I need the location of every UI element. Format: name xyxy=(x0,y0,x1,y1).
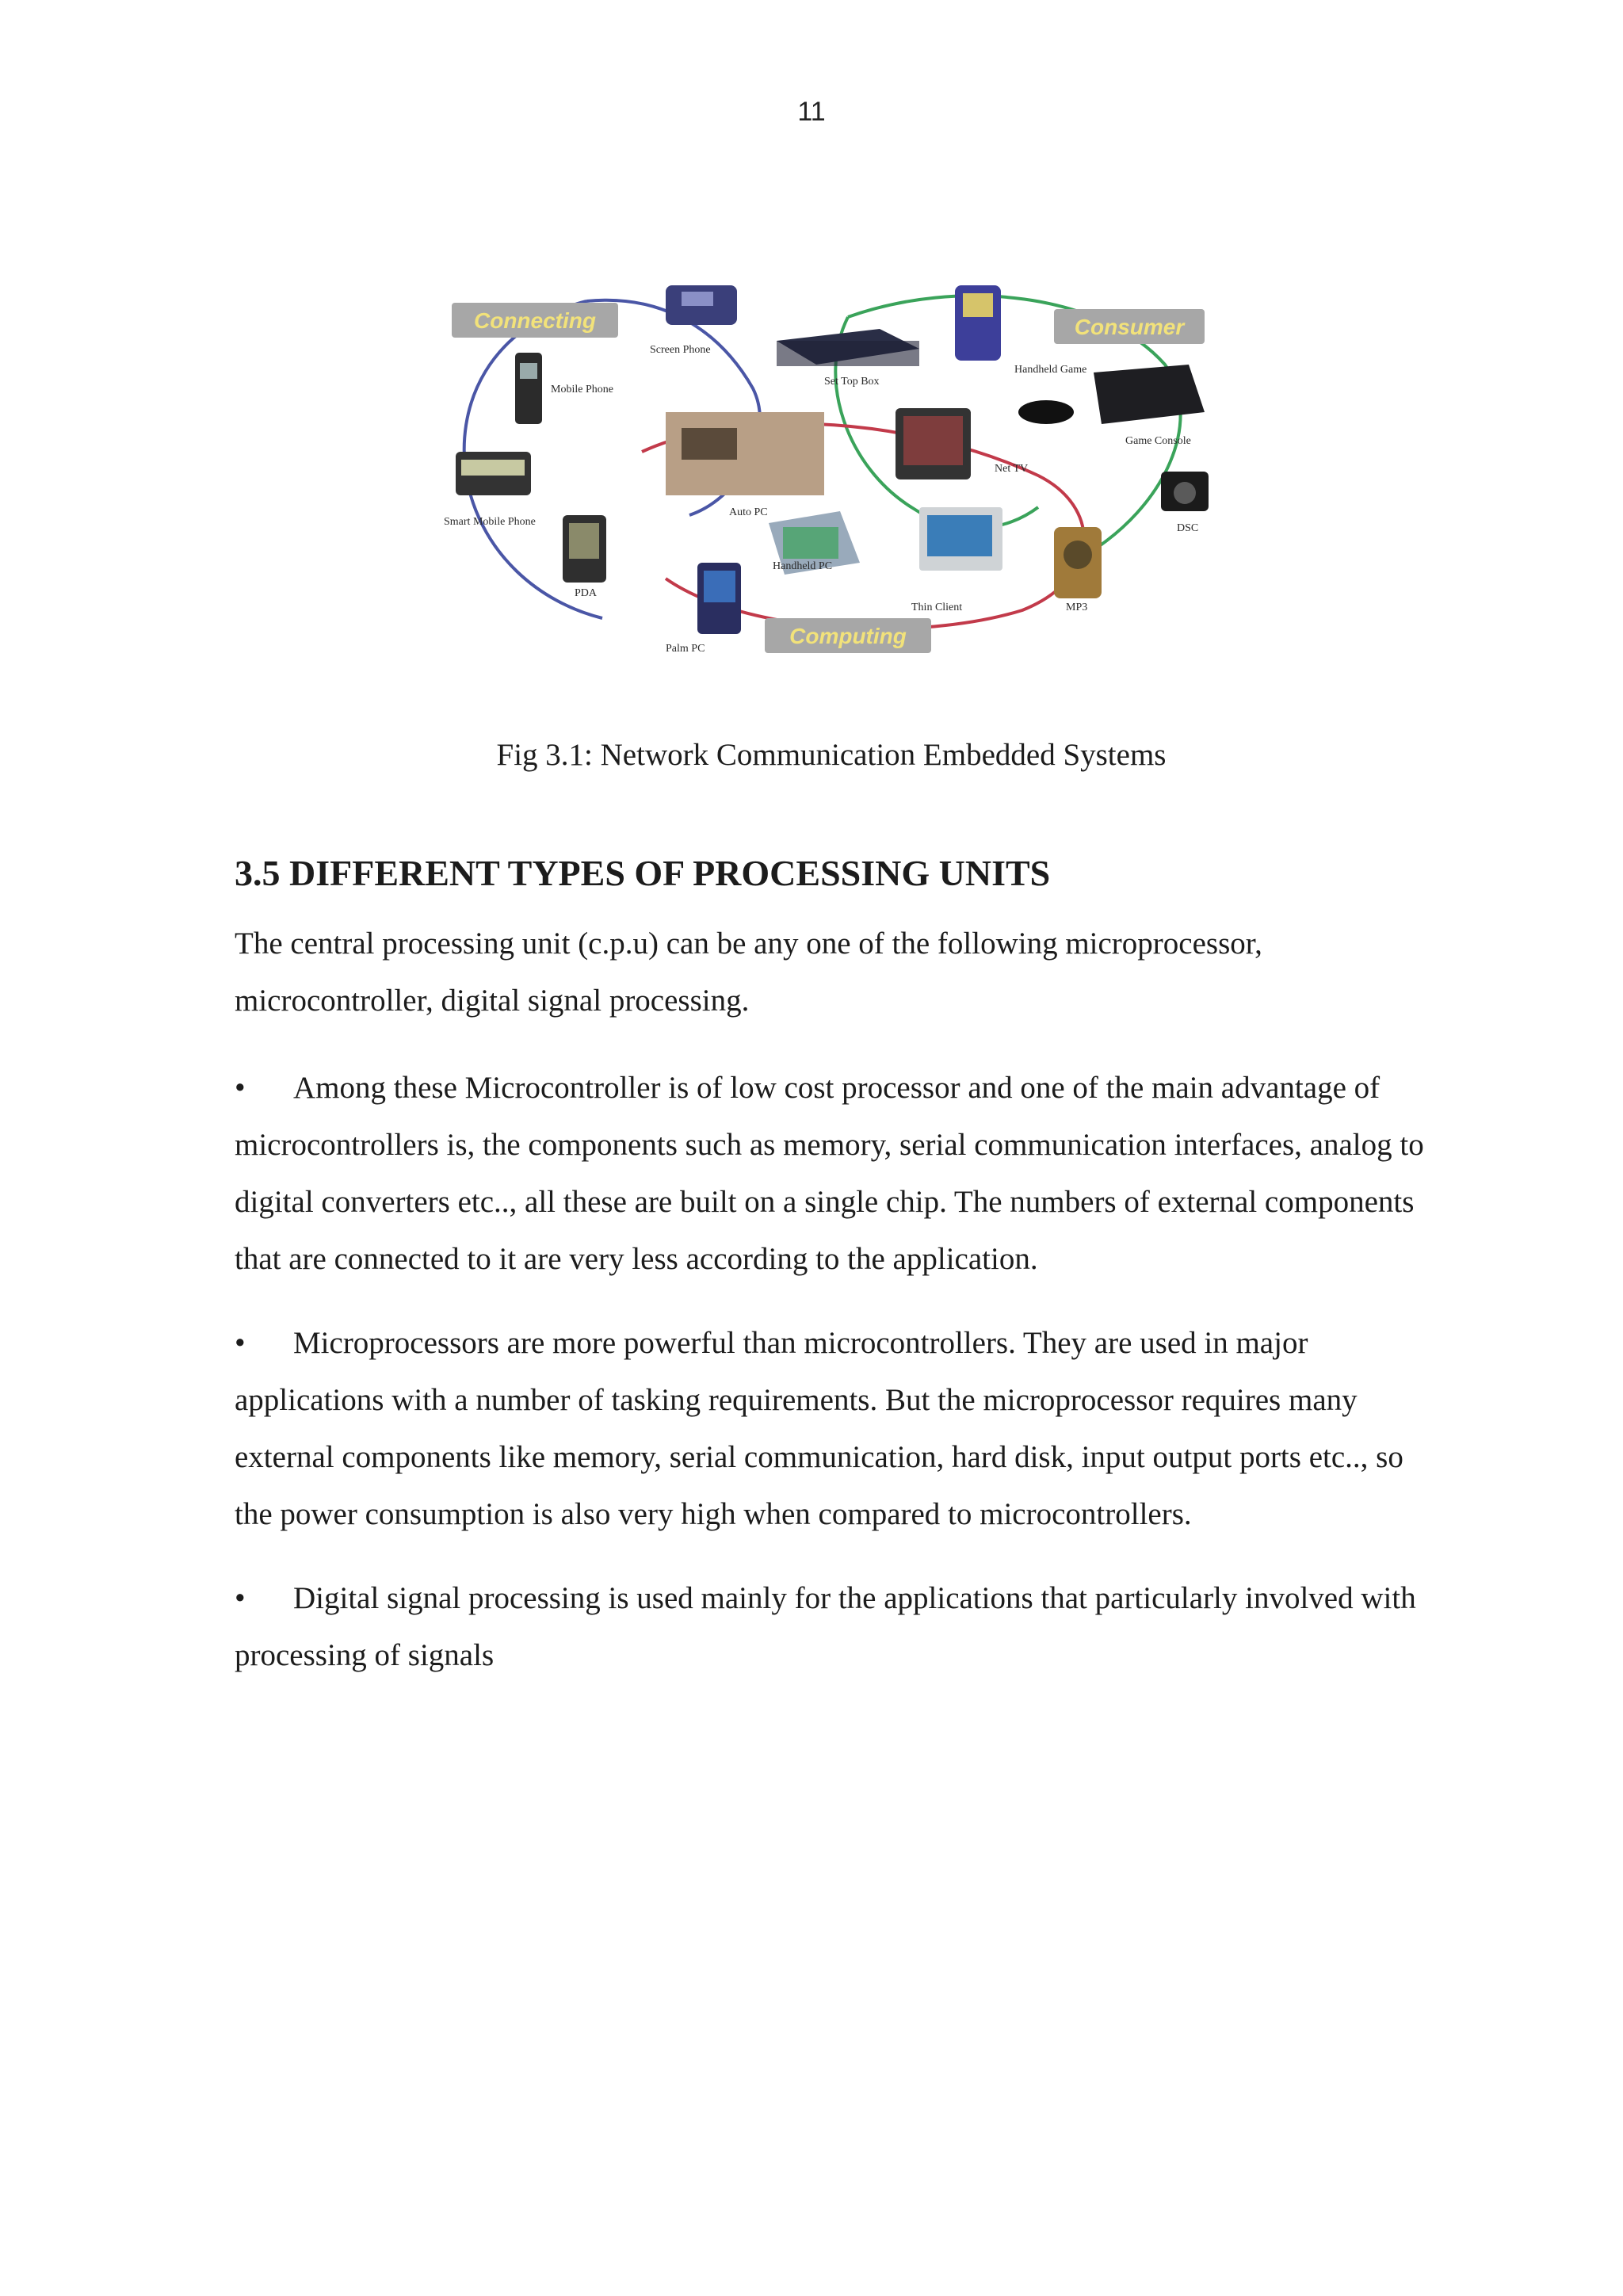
bullet-text: Digital signal processing is used mainly for the applications that particularly involved with processing of signals xyxy=(235,1581,1416,1672)
figure-caption: Fig 3.1: Network Communication Embedded Systems xyxy=(496,738,1167,772)
mp3-icon xyxy=(1054,527,1102,598)
svg-text:Smart Mobile Phone: Smart Mobile Phone xyxy=(444,516,536,528)
set-top-box-icon xyxy=(777,329,919,366)
svg-text:Handheld Game: Handheld Game xyxy=(1014,364,1087,376)
svg-text:Palm PC: Palm PC xyxy=(666,643,705,655)
net-tv-icon xyxy=(896,408,971,479)
network-embedded-systems-figure xyxy=(404,246,1260,690)
svg-text:Screen Phone: Screen Phone xyxy=(650,344,711,356)
svg-text:Consumer: Consumer xyxy=(1074,315,1185,339)
mobile-phone-icon xyxy=(515,353,542,424)
svg-text:Connecting: Connecting xyxy=(474,308,596,333)
section-heading: 3.5 DIFFERENT TYPES OF PROCESSING UNITS xyxy=(235,853,1051,893)
svg-text:Handheld PC: Handheld PC xyxy=(773,560,833,572)
svg-text:Set Top Box: Set Top Box xyxy=(824,376,880,388)
svg-text:Net TV: Net TV xyxy=(995,463,1029,475)
bullet-item-microprocessor xyxy=(235,1315,1439,1543)
handheld-game-icon xyxy=(955,285,1001,361)
page-number: 11 xyxy=(797,97,826,127)
consumer-label xyxy=(1054,309,1205,344)
bullet-item-dsp xyxy=(235,1570,1439,1684)
bullet-icon: • xyxy=(235,1581,246,1615)
svg-text:Mobile Phone: Mobile Phone xyxy=(551,384,613,395)
pda-icon xyxy=(563,515,606,583)
computing-label xyxy=(765,618,931,653)
svg-text:Computing: Computing xyxy=(789,624,907,648)
bullet-text: Microprocessors are more powerful than microcontrollers. They are used in major applications with a number of tasking requirements. But the microprocessor requires many external components like memory, serial communication, hard disk, input output ports etc.., so the power consumption is also very high when compared to microcontrollers. xyxy=(235,1326,1403,1531)
bullet-item-microcontroller xyxy=(235,1060,1439,1288)
auto-pc-icon xyxy=(666,412,824,495)
bullet-text: Among these Microcontroller is of low cost processor and one of the main advantage of microcontrollers is, the components such as memory, serial communication interfaces, analog to digital converters etc.., all these are built on a single chip. The numbers of external components that are connected to it are very less according to the application. xyxy=(235,1071,1424,1276)
thin-client-icon xyxy=(919,507,1002,571)
svg-text:DSC: DSC xyxy=(1177,522,1199,534)
connecting-label xyxy=(452,303,618,338)
intro-paragraph: The central processing unit (c.p.u) can be any one of the following microprocessor, microcontroller, digital signal processing. xyxy=(235,926,1262,1018)
bullet-icon: • xyxy=(235,1326,246,1360)
dsc-icon xyxy=(1161,472,1209,511)
screen-phone-icon xyxy=(666,285,737,325)
svg-text:Thin Client: Thin Client xyxy=(911,602,963,613)
svg-text:Game Console: Game Console xyxy=(1125,435,1191,447)
svg-text:Auto PC: Auto PC xyxy=(729,506,768,518)
palm-pc-icon xyxy=(697,563,741,634)
figure-diagram xyxy=(404,246,1260,690)
smart-mobile-phone-icon xyxy=(456,452,531,495)
svg-text:MP3: MP3 xyxy=(1066,602,1088,613)
bullet-icon: • xyxy=(235,1071,246,1105)
svg-text:PDA: PDA xyxy=(575,587,598,599)
